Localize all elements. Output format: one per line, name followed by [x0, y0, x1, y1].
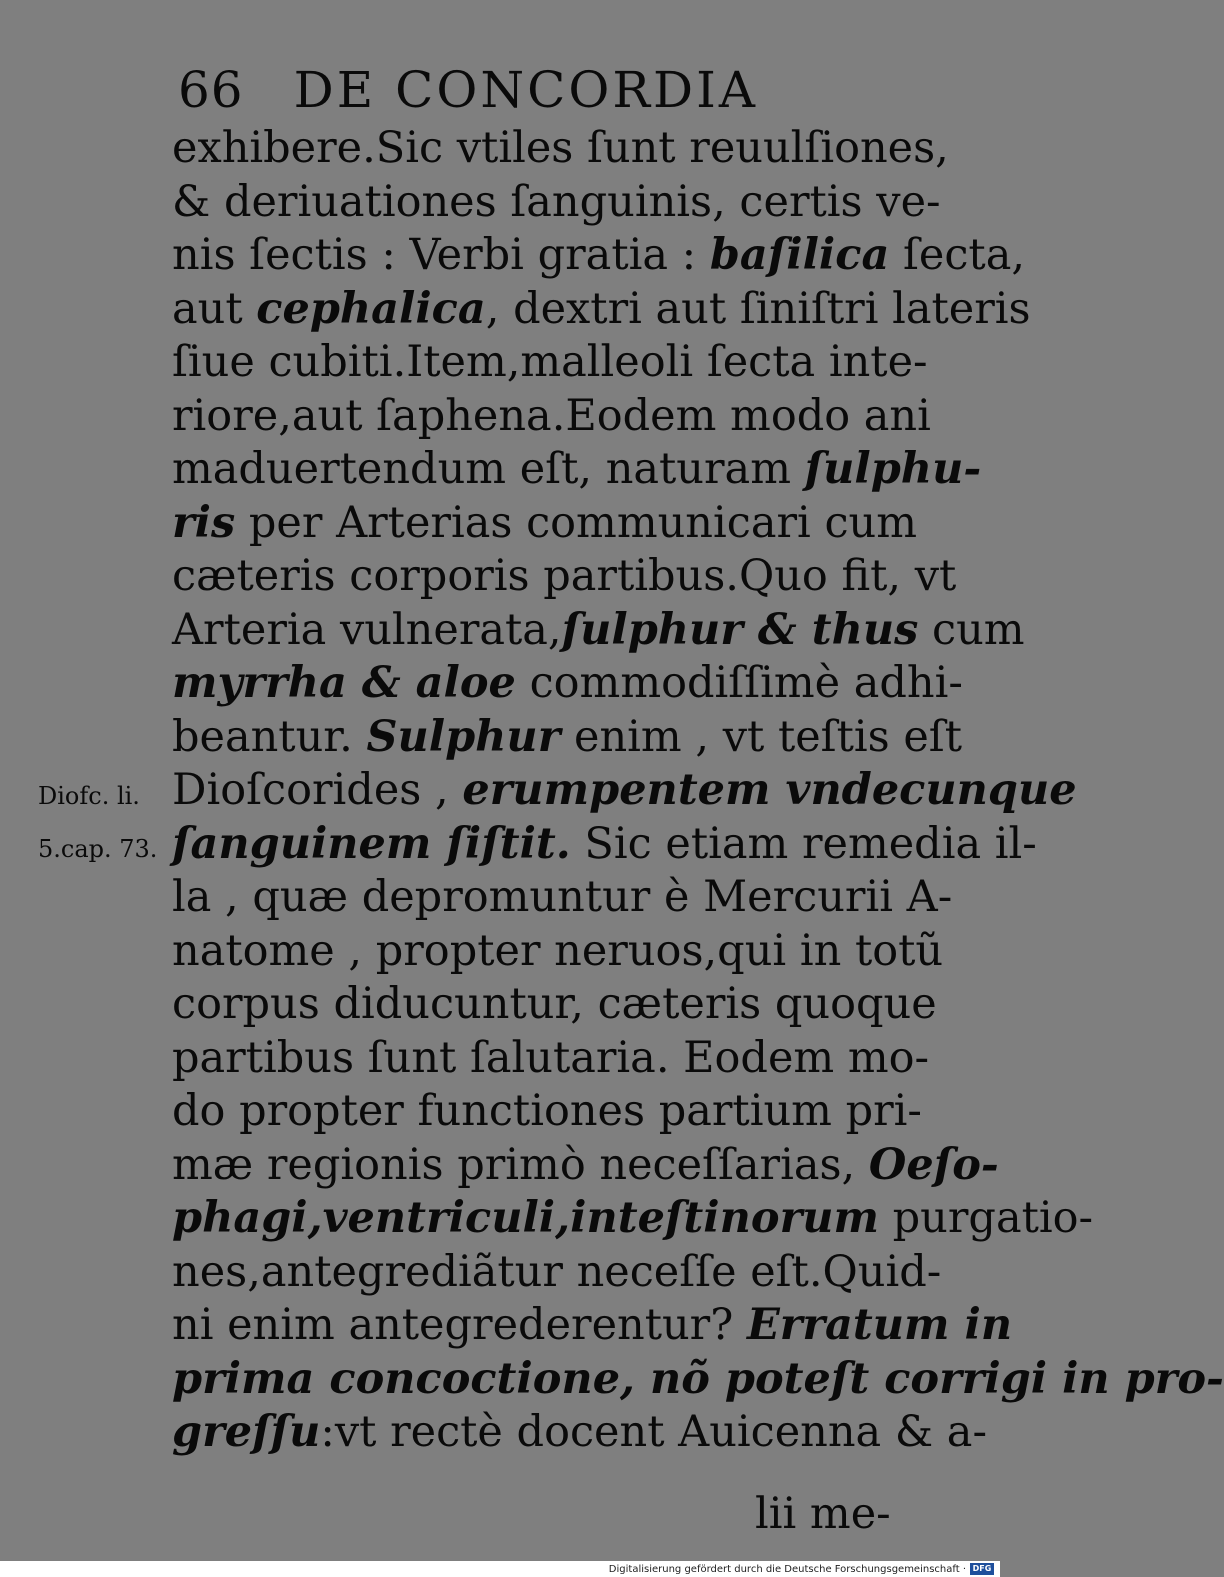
- italic-text: ſanguinem ſiſtit.: [172, 818, 571, 869]
- text-run: & deriuationes ſanguinis, certis ve-: [172, 176, 941, 227]
- text-run: commodiſſimè adhi-: [515, 658, 963, 708]
- text-line: [172, 390, 931, 444]
- text-line: [172, 497, 917, 551]
- text-line: [172, 604, 1025, 658]
- text-run: ni enim antegrederentur?: [172, 1300, 747, 1350]
- italic-text: prima concoctione, nõ poteſt corrigi in pro-: [172, 1353, 1224, 1404]
- text-line: [172, 1139, 999, 1193]
- italic-text: ſulphur & thus: [561, 604, 919, 655]
- text-line: [172, 443, 982, 497]
- running-header: [178, 60, 758, 120]
- text-run: nes,antegrediãtur neceſſe eſt.Quid-: [172, 1246, 942, 1297]
- running-title: DE CONCORDIA: [293, 61, 758, 119]
- text-line: [172, 283, 1031, 337]
- text-run: natome , propter neruos,qui in totũ: [172, 925, 944, 976]
- italic-text: phagi,ventriculi,inteſtinorum: [172, 1193, 879, 1243]
- text-run: , dextri aut ſiniſtri lateris: [485, 283, 1031, 334]
- text-line: [172, 550, 957, 604]
- text-line: [172, 764, 1077, 818]
- text-line: [172, 818, 1037, 872]
- page-number: 66: [178, 61, 244, 119]
- text-line: [172, 1032, 930, 1086]
- text-run: enim , vt teſtis eſt: [560, 711, 962, 762]
- text-run: cum: [918, 604, 1025, 655]
- text-run: nis ſectis : Verbi gratia :: [172, 230, 710, 280]
- text-run: ſecta,: [889, 230, 1026, 280]
- footer-bar: [0, 1561, 1000, 1577]
- text-run: Arteria vulnerata,: [172, 604, 562, 655]
- margin-note-line: 5.cap. 73.: [38, 835, 158, 863]
- text-line: [172, 229, 1026, 283]
- text-run: ſiue cubiti.Item,malleoli ſecta inte-: [172, 337, 928, 387]
- text-run: purgatio-: [878, 1193, 1094, 1243]
- italic-text: Sulphur: [366, 711, 561, 762]
- text-run: mæ regionis primò neceſſarias,: [172, 1139, 869, 1190]
- text-line: [172, 925, 944, 979]
- text-run: :vt rectè docent Auicenna & a-: [320, 1407, 987, 1457]
- text-line: [172, 978, 937, 1032]
- italic-text: greſſu: [172, 1407, 321, 1457]
- italic-text: myrrha & aloe: [172, 658, 516, 708]
- text-run: beantur.: [172, 711, 367, 762]
- body-text: [172, 122, 1224, 1460]
- catchword: lii me-: [755, 1489, 891, 1539]
- funding-credit: Digitalisierung gefördert durch die Deutsche Forschungsgemeinschaft ·: [608, 1564, 966, 1575]
- text-line: [172, 1406, 987, 1460]
- italic-text: Erratum in: [746, 1300, 1013, 1350]
- text-line: [172, 711, 962, 765]
- text-run: riore,aut ſaphena.Eodem modo ani: [172, 390, 931, 441]
- dfg-logo: DFG: [970, 1563, 994, 1575]
- italic-text: Oeſo-: [868, 1139, 999, 1190]
- text-line: [172, 657, 963, 711]
- text-run: do propter functiones partium pri-: [172, 1086, 922, 1136]
- text-line: [172, 122, 949, 176]
- text-line: [172, 1353, 1224, 1407]
- margin-note-line: Diofc. li.: [38, 782, 140, 810]
- italic-text: cephalica: [256, 283, 486, 334]
- text-run: Sic etiam remedia il-: [570, 818, 1037, 869]
- margin-note: [38, 770, 157, 876]
- text-run: per Arterias communicari cum: [235, 497, 917, 548]
- italic-text: ſulphu-: [804, 444, 982, 494]
- text-line: [172, 1299, 1013, 1353]
- text-run: partibus ſunt ſalutaria. Eodem mo-: [172, 1032, 930, 1083]
- italic-text: ris: [172, 497, 236, 548]
- text-run: la , quæ depromuntur è Mercurii A-: [172, 872, 953, 922]
- text-run: maduertendum eſt, naturam: [172, 444, 805, 494]
- text-line: [172, 1246, 942, 1300]
- text-run: aut: [172, 283, 257, 334]
- text-line: [172, 176, 941, 230]
- text-line: [172, 1192, 1094, 1246]
- text-run: cæteris corporis partibus.Quo fit, vt: [172, 551, 957, 601]
- italic-text: baſilica: [709, 230, 890, 280]
- text-run: corpus diducuntur, cæteris quoque: [172, 979, 937, 1029]
- text-line: [172, 1085, 922, 1139]
- text-line: [172, 871, 953, 925]
- text-run: Dioſcorides ,: [172, 765, 463, 815]
- text-run: exhibere.Sic vtiles ſunt reuulſiones,: [172, 123, 949, 173]
- text-line: [172, 336, 928, 390]
- italic-text: erumpentem vndecunque: [462, 765, 1077, 815]
